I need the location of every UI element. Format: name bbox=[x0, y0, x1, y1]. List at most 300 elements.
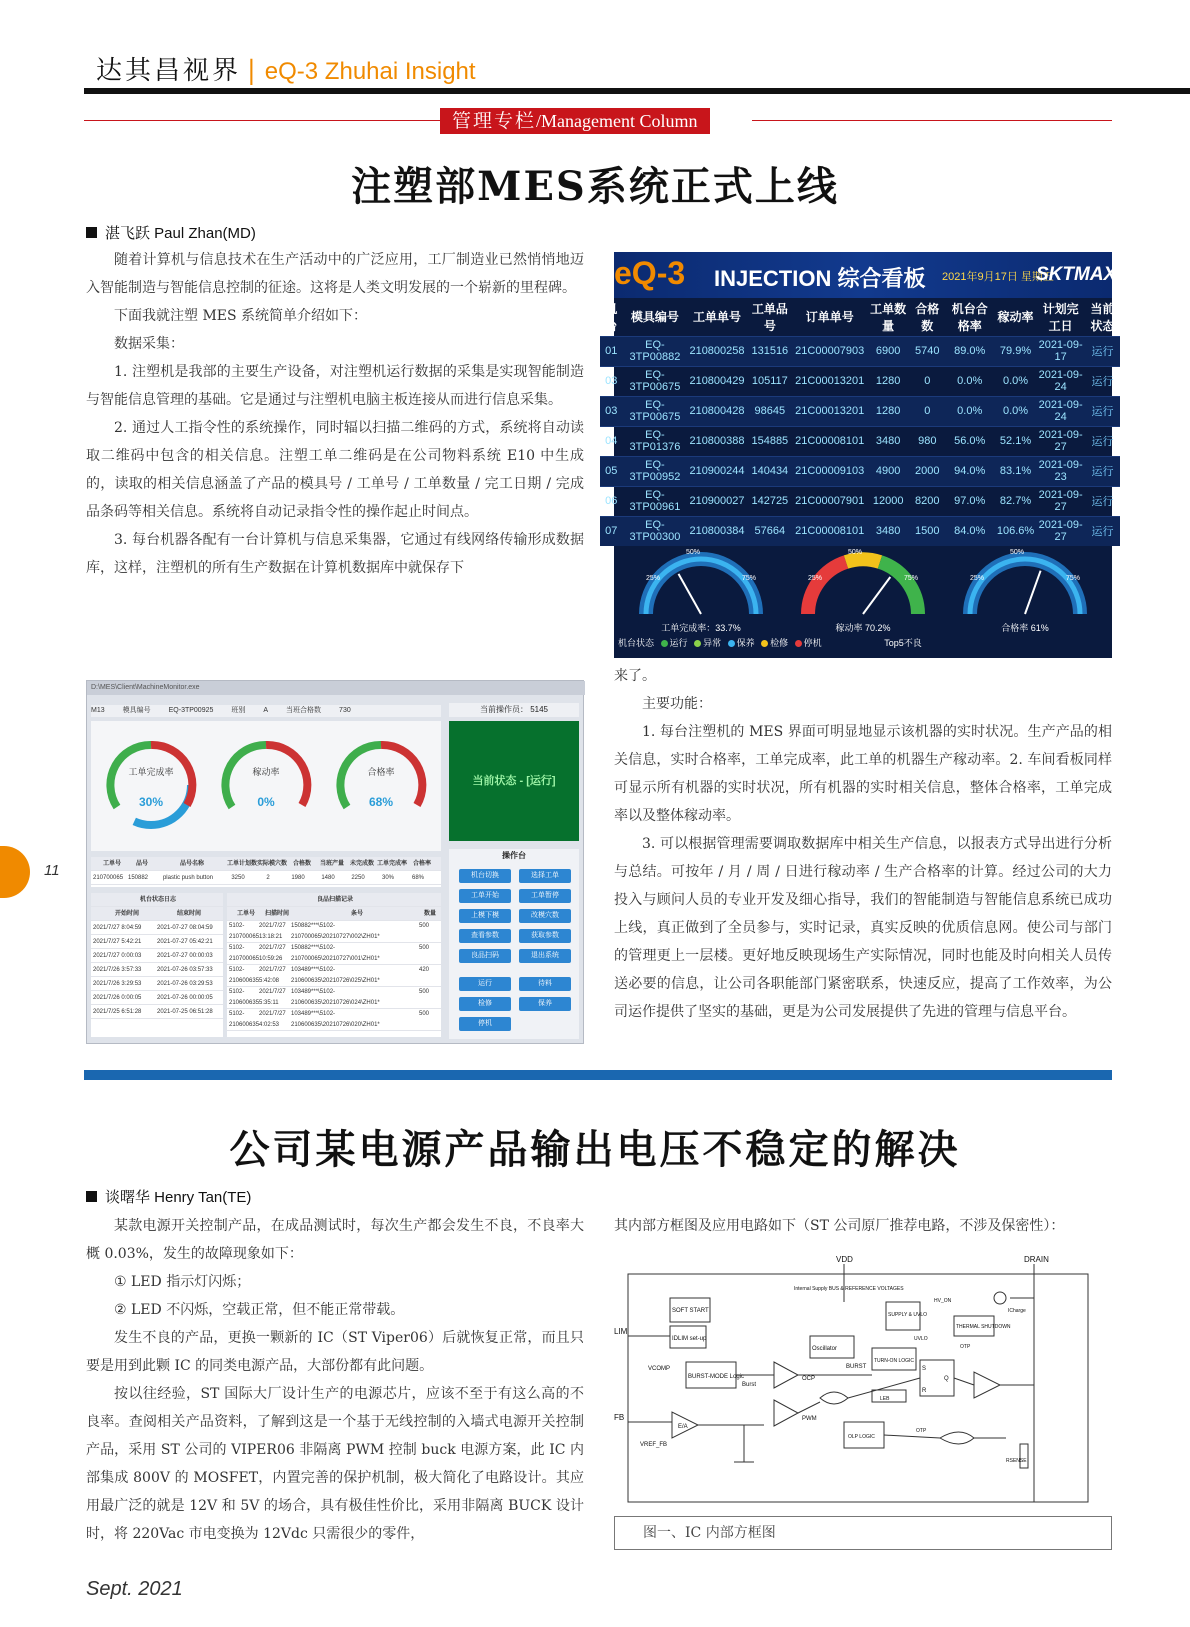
dashboard-cell: 03 bbox=[600, 396, 622, 426]
scan-cell: 500 bbox=[419, 945, 430, 951]
column-tag-line-left bbox=[84, 120, 444, 121]
svg-text:OLP LOGIC: OLP LOGIC bbox=[848, 1434, 875, 1440]
dashboard-cell: 83.1% bbox=[995, 456, 1036, 486]
dashboard-cell: 0 bbox=[910, 396, 945, 426]
dashboard-cell: 210800388 bbox=[687, 426, 746, 456]
dashboard-cell: 97.0% bbox=[945, 486, 995, 516]
legend-item: 异常 bbox=[694, 638, 721, 648]
dashboard-brand: SKTMAX bbox=[1036, 264, 1117, 285]
log-cell: 2021/7/25 6:51:28 bbox=[93, 1009, 142, 1015]
article1-right-column bbox=[614, 662, 1112, 1026]
issue-date: Sept. 2021 bbox=[86, 1578, 183, 1600]
dashboard-cell: 210800384 bbox=[687, 516, 746, 546]
log-cell: 2021/7/27 8:04:59 bbox=[93, 925, 142, 931]
log-cell: 2021-07-26 03:57:33 bbox=[157, 967, 213, 973]
paragraph: 3. 每台机器各配有一台计算机与信息采集器，它通过有线网络传输形成数据库，这样，注塑机的所有生产数据在计算机数据库中就保存下 bbox=[86, 532, 584, 576]
dashboard-cell: 210900027 bbox=[687, 486, 746, 516]
machine-control-button[interactable]: 保养 bbox=[519, 997, 571, 1011]
order-cell: 1980 bbox=[291, 875, 305, 881]
article1-author bbox=[86, 222, 256, 243]
dashboard-cell: 21C00008101 bbox=[793, 426, 866, 456]
paragraph: 某款电源开关控制产品，在成品测试时，每次生产都会发生不良，不良率大概 0.03%，发生的故障现象如下： bbox=[86, 1218, 584, 1262]
svg-text:LIM: LIM bbox=[614, 1327, 628, 1336]
gauge-utilization bbox=[788, 544, 938, 634]
dashboard-cell: 1500 bbox=[910, 516, 945, 546]
order-cell: 2 bbox=[266, 875, 270, 881]
scan-header-cell: 条号 bbox=[350, 911, 363, 917]
svg-text:LEB: LEB bbox=[880, 1396, 890, 1402]
order-cell: 3250 bbox=[231, 875, 245, 881]
paragraph: ① LED 指示灯闪烁； bbox=[114, 1274, 251, 1290]
order-header-cell: 工单计划数 bbox=[227, 861, 258, 867]
machine-info-field: A bbox=[263, 707, 269, 714]
paragraph: 按以往经验，ST 国际大厂设计生产的电源芯片，应该不至于有这么高的不良率。查阅相关产品资料，了解到这是一个基于无线控制的入墙式电源开关控制产品，采用 ST 公司的 VIPER06 非隔离 PWM 控制 buck 电源方案，此 IC 内部集成 800V 的 MOSFET，内置完善的保护机制，极大简化了电路设计。其应用最广泛的就是 12V 和 5V 的场合，具有极佳性价比，采用非隔离 BUCK 设计时，将 220Vac 市电变换为 12Vdc 只需很少的零件， bbox=[86, 1386, 584, 1542]
svg-text:UVLO: UVLO bbox=[914, 1336, 928, 1342]
dashboard-cell: 84.0% bbox=[945, 516, 995, 546]
dashboard-legend bbox=[614, 636, 1112, 658]
svg-text:TURN-ON LOGIC: TURN-ON LOGIC bbox=[874, 1358, 914, 1364]
dashboard-cell: 3480 bbox=[866, 516, 910, 546]
dashboard-cell: 154885 bbox=[747, 426, 794, 456]
dashboard-cell: 运行 bbox=[1085, 516, 1120, 546]
dashboard-cell: 94.0% bbox=[945, 456, 995, 486]
order-cell: 210700065 bbox=[93, 875, 124, 881]
dashboard-cell: 03 bbox=[600, 366, 622, 396]
log-title: 机台状态日志 bbox=[91, 893, 223, 907]
dashboard-column-header: 当前状态 bbox=[1090, 301, 1115, 333]
dashboard-cell: 210800258 bbox=[687, 336, 746, 366]
svg-text:R: R bbox=[922, 1388, 927, 1394]
figure-caption: 图一、IC 内部方框图 bbox=[614, 1516, 1112, 1550]
paragraph: 随着计算机与信息技术在生产活动中的广泛应用，工厂制造业已然悄悄地迈入智能制造与智能信息控制的征途。这将是人类文明发展的一个崭新的里程碑。 bbox=[86, 252, 584, 296]
paragraph: 主要功能： bbox=[642, 696, 712, 712]
svg-text:Burst: Burst bbox=[742, 1382, 757, 1388]
machine-control-button[interactable]: 机台切换 bbox=[459, 869, 511, 883]
scan-row bbox=[227, 987, 441, 1009]
svg-text:75%: 75% bbox=[904, 575, 919, 582]
dashboard-cell: 106.6% bbox=[995, 516, 1036, 546]
dashboard-cell: EQ-3TP00300 bbox=[622, 516, 687, 546]
scan-header-cell: 工单号 bbox=[236, 911, 255, 917]
dashboard-cell: 140434 bbox=[747, 456, 794, 486]
machine-control-button[interactable]: 工单开始 bbox=[459, 889, 511, 903]
machine-control-button[interactable]: 停机 bbox=[459, 1017, 511, 1031]
svg-text:VCOMP: VCOMP bbox=[648, 1366, 671, 1372]
log-header-cell: 结束时间 bbox=[176, 911, 201, 917]
dashboard-cell: 142725 bbox=[747, 486, 794, 516]
paragraph: 来了。 bbox=[614, 668, 656, 684]
dashboard-cell: 01 bbox=[600, 336, 622, 366]
scan-header-cell: 数量 bbox=[423, 911, 436, 917]
log-cell: 2021/7/27 0:00:03 bbox=[93, 953, 142, 959]
scan-header bbox=[227, 907, 441, 921]
svg-text:SUPPLY & UVLO: SUPPLY & UVLO bbox=[888, 1312, 927, 1318]
dashboard-cell: 21C00013201 bbox=[793, 396, 866, 426]
log-cell: 2021-07-27 00:00:03 bbox=[157, 953, 213, 959]
machine-mes-screen bbox=[86, 680, 584, 1044]
scan-cell: 2021/7/27 4:02:53 bbox=[259, 1011, 286, 1028]
order-header-cell: 品号 bbox=[135, 861, 148, 867]
machine-control-button[interactable]: 查看参数 bbox=[459, 929, 511, 943]
svg-text:OTP: OTP bbox=[916, 1428, 927, 1434]
dashboard-cell: 4900 bbox=[866, 456, 910, 486]
dashboard-cell: 8200 bbox=[910, 486, 945, 516]
log-row bbox=[91, 991, 223, 1005]
paragraph: ② LED 不闪烁，空载正常，但不能正常带载。 bbox=[114, 1302, 405, 1318]
scan-cell: 420 bbox=[419, 967, 430, 973]
machine-gauge: 工单完成率 30% bbox=[101, 735, 201, 835]
svg-text:S: S bbox=[922, 1366, 927, 1372]
order-cell: 68% bbox=[411, 875, 424, 881]
dashboard-cell: 04 bbox=[600, 426, 622, 456]
dashboard-column-header: 机台 bbox=[605, 301, 618, 333]
order-row bbox=[91, 871, 441, 885]
scan-cell: 150882***\5102-210700065\20210727\001\ZH01* bbox=[291, 945, 380, 962]
ic-block-diagram bbox=[614, 1255, 1112, 1512]
svg-text:SOFT START: SOFT START bbox=[672, 1308, 709, 1314]
header-rule bbox=[84, 88, 1190, 94]
dashboard-cell: EQ-3TP00675 bbox=[622, 366, 687, 396]
dashboard-cell: 07 bbox=[600, 516, 622, 546]
dashboard-cell: 21C00013201 bbox=[793, 366, 866, 396]
dashboard-cell: 2021-09-23 bbox=[1036, 456, 1085, 486]
dashboard-column-header: 工单品号 bbox=[751, 301, 788, 333]
dashboard-table-header bbox=[600, 298, 1120, 336]
dashboard-column-header: 合格数 bbox=[915, 301, 940, 333]
header-separator: | bbox=[247, 56, 259, 86]
svg-text:Oscillator: Oscillator bbox=[812, 1346, 838, 1352]
svg-text:BURST-MODE Logic: BURST-MODE Logic bbox=[688, 1374, 745, 1380]
dashboard-cell: 6900 bbox=[866, 336, 910, 366]
paragraph: 2. 通过人工指令性的系统操作，同时辐以扫描二维码的方式，系统将自动读取二维码中包含的相关信息。注塑工单二维码是在公司物料系统 E10 中生成的，读取的相关信息涵盖了产品的模具号 / 工单号 / 工单数量 / 完工日期 / 完成品条码等相关信息。系统将自动记录指令性的操作起止时间点。 bbox=[86, 420, 584, 520]
dashboard-cell: 980 bbox=[910, 426, 945, 456]
legend-title: 机台状态 bbox=[618, 638, 655, 648]
machine-control-button[interactable]: 退出系统 bbox=[519, 949, 571, 963]
svg-text:OCP: OCP bbox=[802, 1376, 816, 1382]
machine-info-field: 模具编号 bbox=[122, 707, 151, 714]
article1-author-name: 湛飞跃 Paul Zhan(MD) bbox=[105, 225, 256, 242]
brand-cn: 达其昌视界 bbox=[96, 56, 242, 86]
article2-title: 公司某电源产品输出电压不稳定的解决 bbox=[229, 1126, 961, 1173]
dashboard-cell: 210800429 bbox=[687, 366, 746, 396]
magazine-header bbox=[96, 50, 476, 87]
top5-label: Top5不良 bbox=[884, 638, 922, 648]
order-header-cell: 合格率 bbox=[412, 861, 431, 867]
dashboard-header bbox=[614, 252, 1117, 298]
dashboard-gauges bbox=[614, 544, 1112, 634]
dashboard-cell: 82.7% bbox=[995, 486, 1036, 516]
svg-text:VDD: VDD bbox=[836, 1255, 853, 1264]
dashboard-cell: 05 bbox=[600, 456, 622, 486]
dashboard-cell: 1280 bbox=[866, 396, 910, 426]
dashboard-cell: 21C00007901 bbox=[793, 486, 866, 516]
dashboard-row bbox=[600, 486, 1120, 516]
machine-info-field: 当班合格数 bbox=[286, 707, 322, 714]
dashboard-cell: 89.0% bbox=[945, 336, 995, 366]
log-header-cell: 开始时间 bbox=[114, 911, 139, 917]
dashboard-column-header: 工单单号 bbox=[692, 310, 741, 325]
dashboard-row bbox=[600, 456, 1120, 486]
dashboard-table-body bbox=[600, 336, 1120, 546]
dashboard-cell: 2021-09-24 bbox=[1036, 396, 1085, 426]
svg-text:THERMAL SHUTDOWN: THERMAL SHUTDOWN bbox=[956, 1324, 1011, 1330]
scan-row bbox=[227, 1009, 441, 1031]
machine-operator: 当前操作员： 5145 bbox=[449, 703, 579, 717]
dashboard-cell: 52.1% bbox=[995, 426, 1036, 456]
scan-cell: 5102-210700065 bbox=[229, 945, 260, 962]
section-divider bbox=[84, 1070, 1112, 1080]
order-header-cell: 实际模穴数 bbox=[257, 861, 288, 867]
article2-right-column bbox=[614, 1212, 1112, 1240]
dashboard-cell: 5740 bbox=[910, 336, 945, 366]
machine-info-field: EQ-3TP00925 bbox=[168, 707, 214, 714]
scan-row bbox=[227, 965, 441, 987]
dashboard-row bbox=[600, 426, 1120, 456]
machine-info-field: 班别 bbox=[231, 707, 246, 714]
dashboard-column-header: 计划完工日 bbox=[1042, 301, 1079, 333]
machine-window-title: D:\MES\Client\MachineMonitor.exe bbox=[87, 681, 585, 695]
machine-control-panel bbox=[449, 849, 579, 1039]
machine-control-button[interactable]: 改模穴数 bbox=[519, 909, 571, 923]
bullet-square-icon bbox=[86, 227, 97, 238]
scan-cell: 2021/7/27 5:42:08 bbox=[259, 967, 286, 984]
article1-left-column bbox=[86, 246, 584, 582]
log-cell: 2021/7/26 0:00:05 bbox=[93, 995, 142, 1001]
machine-control-button[interactable]: 良品扫码 bbox=[459, 949, 511, 963]
machine-control-button[interactable]: 运行 bbox=[459, 977, 511, 991]
dashboard-row bbox=[600, 336, 1120, 366]
dashboard-date: 2021年9月17日 星期五 bbox=[942, 271, 1054, 283]
dashboard-cell: 56.0% bbox=[945, 426, 995, 456]
order-cell: 1480 bbox=[321, 875, 335, 881]
dashboard-cell: 210800428 bbox=[687, 396, 746, 426]
order-header-cell: 合格数 bbox=[292, 861, 311, 867]
dashboard-cell: 79.9% bbox=[995, 336, 1036, 366]
dashboard-cell: 12000 bbox=[866, 486, 910, 516]
machine-order-table bbox=[91, 857, 441, 887]
column-tag-line-right bbox=[752, 120, 1112, 121]
svg-text:DRAIN: DRAIN bbox=[1024, 1255, 1049, 1264]
paragraph: 数据采集： bbox=[114, 336, 184, 352]
scan-cell: 103489***\5102-210600635\20210726\024\ZH01* bbox=[291, 989, 380, 1006]
scan-cell: 103489***\5102-210600635\20210726\025\ZH01* bbox=[291, 967, 380, 984]
dashboard-cell: 0.0% bbox=[995, 396, 1036, 426]
article2-left-column bbox=[86, 1212, 584, 1548]
legend-item: 运行 bbox=[661, 638, 688, 648]
dashboard-column-header: 稼动率 bbox=[997, 310, 1034, 325]
dashboard-cell: EQ-3TP00675 bbox=[622, 396, 687, 426]
order-header-cell: 未完成数 bbox=[349, 861, 374, 867]
svg-text:75%: 75% bbox=[1066, 575, 1081, 582]
scan-cell: 150882***\5102-210700065\20210727\002\ZH01* bbox=[291, 923, 380, 940]
log-cell: 2021-07-27 05:42:21 bbox=[157, 939, 213, 945]
scan-cell: 500 bbox=[419, 989, 430, 995]
scan-cell: 500 bbox=[419, 923, 430, 929]
bullet-square-icon bbox=[86, 1191, 97, 1202]
scan-cell: 2021/7/27 5:35:11 bbox=[259, 989, 286, 1006]
gauge-completion bbox=[626, 544, 776, 634]
svg-text:25%: 25% bbox=[808, 575, 823, 582]
log-row bbox=[91, 977, 223, 991]
svg-text:Internal Supply BUS & REFERENC: Internal Supply BUS & REFERENCE VOLTAGES bbox=[794, 1286, 904, 1292]
scan-cell: 5102-210600635 bbox=[229, 989, 260, 1006]
dashboard-cell: EQ-3TP00961 bbox=[622, 486, 687, 516]
dashboard-cell: 运行 bbox=[1085, 336, 1120, 366]
dashboard-cell: EQ-3TP00952 bbox=[622, 456, 687, 486]
dashboard-title: INJECTION 综合看板 bbox=[714, 266, 926, 291]
dashboard-cell: 运行 bbox=[1085, 396, 1120, 426]
svg-text:VREF_FB: VREF_FB bbox=[640, 1442, 668, 1448]
paragraph: 发生不良的产品，更换一颗新的 IC（ST Viper06）后就恢复正常，而且只要是用到此颗 IC 的同类电源产品，大部份都有此问题。 bbox=[86, 1330, 584, 1374]
dashboard-cell: 运行 bbox=[1085, 456, 1120, 486]
page-number: 11 bbox=[44, 862, 60, 879]
dashboard-cell: 2021-09-24 bbox=[1036, 366, 1085, 396]
svg-text:IDLIM set-up: IDLIM set-up bbox=[672, 1336, 707, 1342]
order-header-cell: 工单号 bbox=[102, 861, 121, 867]
dashboard-cell: 21C00007903 bbox=[793, 336, 866, 366]
column-cn: 管理专栏 bbox=[452, 110, 537, 132]
paragraph: 1. 每台注塑机的 MES 界面可明显地显示该机器的实时状况。生产产品的相关信息，实时合格率，工单完成率，此工单的机器生产稼动率。2. 车间看板同样可显示所有机器的实时状况，所有机器的实时相关信息，整体合格率，工单完成率以及整体稼动率。 bbox=[614, 724, 1112, 824]
log-cell: 2021/7/26 3:57:33 bbox=[93, 967, 142, 973]
dashboard-cell: 0.0% bbox=[945, 366, 995, 396]
dashboard-cell: 57664 bbox=[747, 516, 794, 546]
scan-cell: 5102-210700065 bbox=[229, 923, 260, 940]
paragraph: 3. 可以根据管理需要调取数据库中相关生产信息，以报表方式导出进行分析与总结。可按年 / 月 / 周 / 日进行稼动率 / 生产合格率的计算。经过公司的大力投入与顾问人员的专业开发及细心指导，我们的智能制造与智能信息系统已成功上线，真正做到了全员参与，实时记录，真实反映的优质信息网。使公司与部门的管理更上一层楼。更好地反映现场生产实际情况，同时也能及时向相关人员传送必要的信息，让公司各职能部门紧密联系，快速反应，提高了工作效率，为公司运作提供了坚实的基础，更是为公司发展提供了先进的管理与信息平台。 bbox=[614, 836, 1112, 1020]
scan-cell: 2021/7/27 13:18:21 bbox=[259, 923, 286, 940]
machine-gauge: 稼动率 0% bbox=[216, 735, 316, 835]
machine-info-field: 730 bbox=[339, 707, 351, 714]
dashboard-row bbox=[600, 516, 1120, 546]
order-header-cell: 工单完成率 bbox=[377, 861, 408, 867]
log-cell: 2021-07-25 06:51:28 bbox=[157, 1009, 213, 1015]
column-en: /Management Column bbox=[536, 111, 698, 131]
svg-text:25%: 25% bbox=[646, 575, 661, 582]
dashboard-cell: 2021-09-17 bbox=[1036, 336, 1085, 366]
svg-text:50%: 50% bbox=[686, 549, 701, 556]
dashboard-cell: 21C00008101 bbox=[793, 516, 866, 546]
article2-author bbox=[86, 1186, 251, 1207]
machine-control-button[interactable]: 选择工单 bbox=[519, 869, 571, 883]
gauge-pass-rate-label: 合格率 61% bbox=[1001, 623, 1049, 633]
log-cell: 2021/7/27 5:42:21 bbox=[93, 939, 142, 945]
scan-row bbox=[227, 921, 441, 943]
column-tag bbox=[440, 108, 710, 134]
dashboard-column-header: 机台合格率 bbox=[951, 301, 988, 333]
dashboard-cell: 21C00009103 bbox=[793, 456, 866, 486]
order-header-cell: 当班产量 bbox=[319, 861, 344, 867]
order-cell: 2250 bbox=[351, 875, 365, 881]
order-header bbox=[91, 857, 441, 871]
injection-dashboard bbox=[605, 252, 1117, 658]
log-row bbox=[91, 949, 223, 963]
dashboard-cell: 运行 bbox=[1085, 366, 1120, 396]
dashboard-column-header: 订单单号 bbox=[805, 310, 854, 325]
legend-item: 停机 bbox=[795, 638, 822, 648]
article1-title: 注塑部MES系统正式上线 bbox=[351, 163, 839, 210]
scan-header-cell: 扫描时间 bbox=[264, 911, 289, 917]
machine-info-bar bbox=[91, 705, 441, 717]
dashboard-cell: 2021-09-27 bbox=[1036, 516, 1085, 546]
log-cell: 2021-07-27 08:04:59 bbox=[157, 925, 213, 931]
scan-row bbox=[227, 943, 441, 965]
legend-item: 保养 bbox=[728, 638, 755, 648]
gauge-utilization-label: 稼动率 70.2% bbox=[835, 623, 891, 633]
order-cell: 30% bbox=[381, 875, 394, 881]
machine-control-button[interactable]: 工单暂停 bbox=[519, 889, 571, 903]
machine-control-button[interactable]: 上模下模 bbox=[459, 909, 511, 923]
log-cell: 2021/7/26 3:29:53 bbox=[93, 981, 142, 987]
dashboard-column-header: 模具编号 bbox=[630, 310, 679, 325]
dashboard-column-header: 工单数量 bbox=[870, 301, 907, 333]
machine-scan-table bbox=[227, 893, 441, 1037]
dashboard-cell: 06 bbox=[600, 486, 622, 516]
dashboard-cell: 105117 bbox=[747, 366, 794, 396]
svg-text:PWM: PWM bbox=[802, 1416, 817, 1422]
log-row bbox=[91, 935, 223, 949]
dashboard-cell: EQ-3TP01376 bbox=[622, 426, 687, 456]
machine-log-table bbox=[91, 893, 223, 1037]
scan-cell: 103489***\5102-210600635\20210726\020\ZH01* bbox=[291, 1011, 380, 1028]
machine-control-button[interactable]: 待料 bbox=[519, 977, 571, 991]
svg-text:RSENSE: RSENSE bbox=[1006, 1458, 1027, 1464]
dashboard-cell: 1280 bbox=[866, 366, 910, 396]
dashboard-row bbox=[600, 366, 1120, 396]
scan-cell: 2021/7/27 10:59:26 bbox=[259, 945, 286, 962]
control-panel-title: 操作台 bbox=[502, 851, 526, 860]
order-header-cell: 品号名称 bbox=[179, 861, 204, 867]
dashboard-cell: 98645 bbox=[747, 396, 794, 426]
dashboard-cell: 2021-09-27 bbox=[1036, 486, 1085, 516]
dashboard-cell: 0.0% bbox=[945, 396, 995, 426]
dashboard-logo: eQ-3 bbox=[614, 255, 686, 291]
dashboard-cell: 运行 bbox=[1085, 486, 1120, 516]
machine-gauge: 合格率 68% bbox=[331, 735, 431, 835]
svg-text:25%: 25% bbox=[970, 575, 985, 582]
log-cell: 2021-07-26 00:00:05 bbox=[157, 995, 213, 1001]
dashboard-row bbox=[600, 396, 1120, 426]
svg-text:75%: 75% bbox=[742, 575, 757, 582]
brand-en: eQ-3 Zhuhai Insight bbox=[264, 58, 476, 85]
machine-control-button[interactable]: 检修 bbox=[459, 997, 511, 1011]
gauge-pass-rate bbox=[950, 544, 1100, 634]
dashboard-cell: 131516 bbox=[747, 336, 794, 366]
scan-title: 良品扫描记录 bbox=[227, 893, 441, 907]
svg-text:ICharge: ICharge bbox=[1008, 1308, 1026, 1314]
dashboard-table bbox=[600, 298, 1120, 546]
svg-text:50%: 50% bbox=[1010, 549, 1025, 556]
paragraph: 下面我就注塑 MES 系统简单介绍如下： bbox=[114, 308, 368, 324]
scan-cell: 5102-210600635 bbox=[229, 1011, 260, 1028]
log-row bbox=[91, 1005, 223, 1019]
svg-text:OTP: OTP bbox=[960, 1344, 971, 1350]
log-row bbox=[91, 921, 223, 935]
dashboard-cell: 2000 bbox=[910, 456, 945, 486]
log-row bbox=[91, 963, 223, 977]
page-tab bbox=[0, 846, 30, 898]
machine-control-button[interactable]: 获取参数 bbox=[519, 929, 571, 943]
machine-info-field: M13 bbox=[91, 707, 105, 714]
log-cell: 2021-07-26 03:29:53 bbox=[157, 981, 213, 987]
scan-cell: 5102-210600635 bbox=[229, 967, 260, 984]
dashboard-cell: 运行 bbox=[1085, 426, 1120, 456]
order-cell: 150882 bbox=[127, 875, 149, 881]
machine-gauges bbox=[91, 721, 441, 851]
svg-text:BURST: BURST bbox=[846, 1364, 867, 1370]
dashboard-cell: 0.0% bbox=[995, 366, 1036, 396]
svg-text:50%: 50% bbox=[848, 549, 863, 556]
dashboard-cell: 0 bbox=[910, 366, 945, 396]
dashboard-cell: 210900244 bbox=[687, 456, 746, 486]
